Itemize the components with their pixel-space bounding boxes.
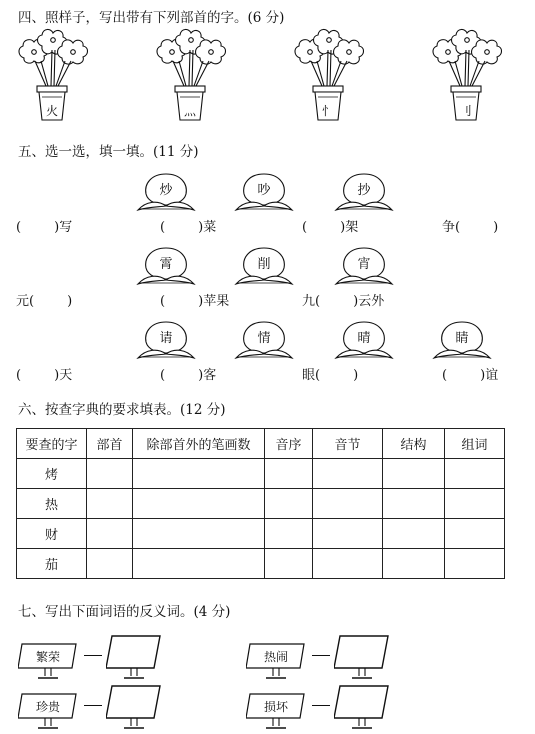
fill-blank[interactable]: ( )架 [302,220,359,235]
column-header: 要查的字 [17,429,87,459]
answer-cell[interactable] [265,489,313,519]
column-header: 音序 [265,429,313,459]
fill-blank[interactable]: 九( )云外 [302,294,385,309]
section7-heading: 七、写出下面词语的反义词。(4 分) [18,604,231,620]
answer-cell[interactable] [313,489,383,519]
answer-cell[interactable] [265,519,313,549]
column-header: 音节 [313,429,383,459]
column-header: 部首 [87,429,133,459]
lookup-char: 热 [17,489,87,519]
answer-cell[interactable] [383,549,445,579]
table-row [17,459,505,489]
fill-blank[interactable]: 争( ) [442,220,499,235]
connector-line [84,705,102,706]
signboard-icon [106,634,162,680]
answer-sign[interactable] [106,684,162,730]
radical-label: 火 [45,104,58,118]
fill-blank[interactable]: ( )谊 [442,368,499,383]
peach-choice-5: 削 [234,244,294,286]
radical-label: 灬 [183,104,196,118]
answer-cell[interactable] [445,459,505,489]
fill-blank[interactable]: ( )客 [160,368,217,383]
answer-cell[interactable] [445,519,505,549]
answer-cell[interactable] [87,489,133,519]
table-row [17,549,505,579]
column-header: 组词 [445,429,505,459]
column-header: 结构 [383,429,445,459]
fill-blank[interactable]: ( )天 [16,368,73,383]
answer-cell[interactable] [445,549,505,579]
peach-choice-10: 睛 [432,318,492,360]
answer-cell[interactable] [87,519,133,549]
fill-blank[interactable]: ( )菜 [160,220,217,235]
peach-choice-9: 晴 [334,318,394,360]
answer-cell[interactable] [445,489,505,519]
dictionary-table [16,428,505,579]
table-row [17,519,505,549]
peach-choice-7: 请 [136,318,196,360]
fill-blank[interactable]: ( )写 [16,220,73,235]
word-label: 繁荣 [35,650,60,664]
word-label: 热闹 [263,650,288,664]
answer-cell[interactable] [313,549,383,579]
answer-cell[interactable] [383,519,445,549]
column-header: 除部首外的笔画数 [133,429,265,459]
word-sign [18,690,78,730]
answer-cell[interactable] [313,459,383,489]
fill-blank[interactable]: ( )苹果 [160,294,230,309]
table-row [17,489,505,519]
answer-cell[interactable] [313,519,383,549]
answer-cell[interactable] [133,459,265,489]
peach-choice-3: 抄 [334,170,394,212]
lookup-char: 烤 [17,459,87,489]
peach-choice-1: 炒 [136,170,196,212]
signboard-icon [106,684,162,730]
answer-cell[interactable] [383,459,445,489]
section6-heading: 六、按查字典的要求填表。(12 分) [18,402,226,418]
word-sign [246,690,306,730]
answer-sign[interactable] [334,684,390,730]
lookup-char: 茄 [17,549,87,579]
word-label: 珍贵 [35,700,60,714]
answer-cell[interactable] [265,459,313,489]
radical-label: 刂 [459,104,472,118]
peach-choice-8: 情 [234,318,294,360]
answer-cell[interactable] [133,549,265,579]
section4-heading: 四、照样子，写出带有下列部首的字。(6 分) [18,10,285,26]
lookup-char: 财 [17,519,87,549]
fill-blank[interactable]: 眼( ) [302,368,359,383]
answer-cell[interactable] [133,489,265,519]
section5-heading: 五、选一选，填一填。(11 分) [18,144,199,160]
answer-cell[interactable] [383,489,445,519]
answer-cell[interactable] [265,549,313,579]
peach-choice-4: 霄 [136,244,196,286]
word-sign [246,640,306,680]
peach-choice-6: 宵 [334,244,394,286]
answer-cell[interactable] [87,459,133,489]
answer-sign[interactable] [334,634,390,680]
answer-sign[interactable] [106,634,162,680]
radical-label: 忄 [321,104,334,118]
connector-line [84,655,102,656]
word-sign [18,640,78,680]
table-header-row [17,429,505,459]
answer-cell[interactable] [87,549,133,579]
signboard-icon [334,684,390,730]
answer-cell[interactable] [133,519,265,549]
connector-line [312,705,330,706]
peach-choice-2: 吵 [234,170,294,212]
connector-line [312,655,330,656]
signboard-icon [334,634,390,680]
word-label: 损坏 [263,700,288,714]
fill-blank[interactable]: 元( ) [16,294,73,309]
